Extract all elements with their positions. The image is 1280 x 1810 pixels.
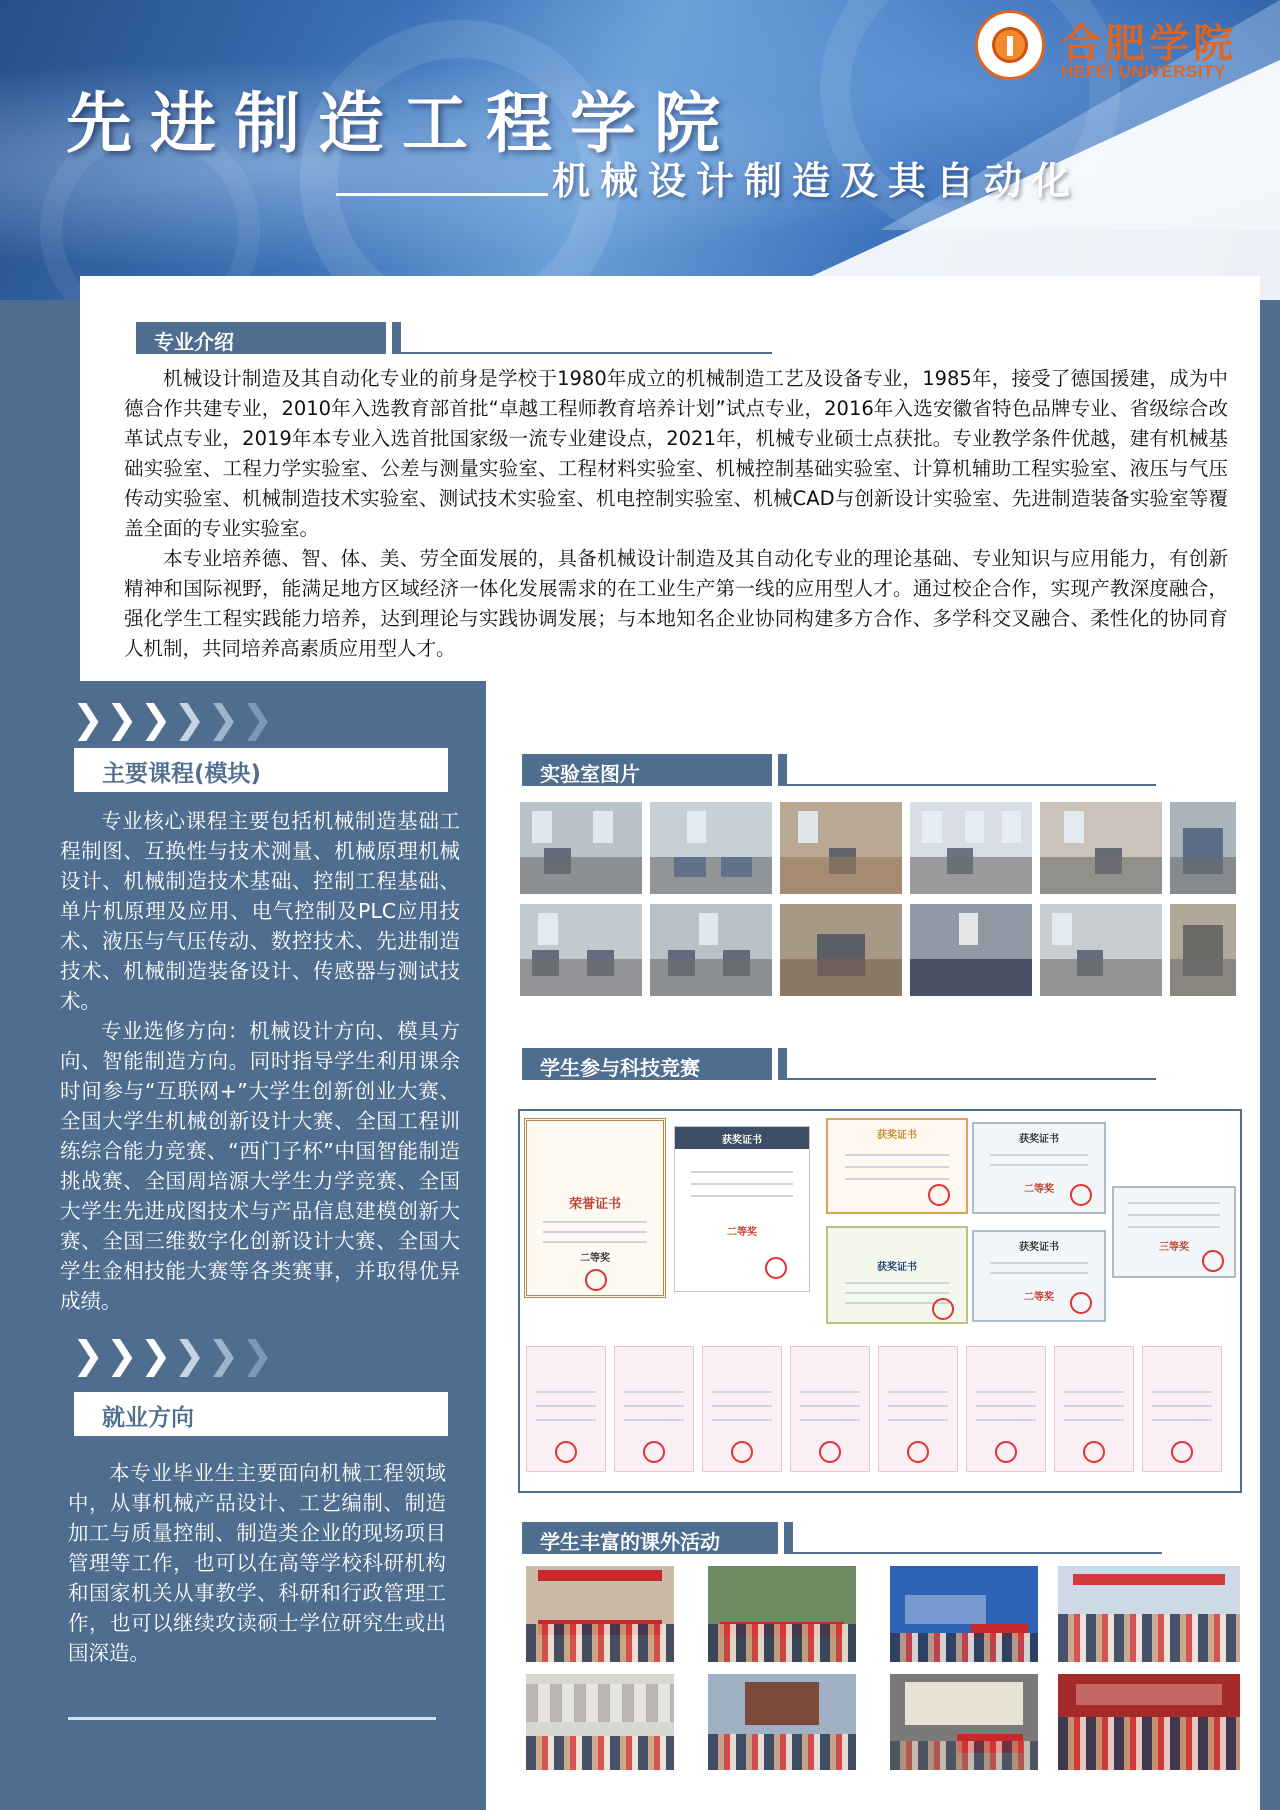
section-heading-intro: 专业介绍 <box>136 322 386 354</box>
career-paragraph: 本专业毕业生主要面向机械工程领域中，从事机械产品设计、工艺编制、制造加工与质量控制、制造类企业的现场项目管理等工作，也可以在高等学校科研机构和国家机关从事教学、科研和行政管理工作，也可以继续攻读硕士学位研究生或出国深造。 <box>68 1461 446 1665</box>
page-subtitle: 机械设计制造及其自动化 <box>552 158 1081 203</box>
award-level: 二等奖 <box>580 1253 610 1264</box>
pink-certificate <box>1142 1346 1222 1472</box>
activity-photo <box>708 1566 856 1662</box>
pink-certificate <box>1054 1346 1134 1472</box>
lab-photo <box>1170 904 1236 996</box>
lab-photo <box>780 904 902 996</box>
award-certificate <box>826 1118 968 1214</box>
heading-rule <box>784 1552 1162 1554</box>
chevron-right-icon: ❯ <box>139 1333 172 1377</box>
award-level: 二等奖 <box>727 1227 757 1238</box>
section-heading-career: 就业方向 <box>74 1392 448 1436</box>
award-level: 二等奖 <box>1024 1292 1054 1303</box>
lab-photo <box>910 802 1032 894</box>
lab-photo <box>1040 904 1162 996</box>
chevron-right-icon: ❯ <box>105 697 138 741</box>
courses-paragraph: 专业核心课程主要包括机械制造基础工程制图、互换性与技术测量、机械原理机械设计、机械制造技术基础、控制工程基础、单片机原理及应用、电气控制及PLC应用技术、液压与气压传动、数控技术、先进制造技术、机械制造装备设计、传感器与测试技术。 <box>60 809 460 1013</box>
chevron-icon-row <box>72 697 274 741</box>
chevron-right-icon: ❯ <box>72 697 104 741</box>
heading-rule <box>778 784 1156 786</box>
section-heading-labs: 实验室图片 <box>522 754 772 786</box>
activity-photo <box>890 1566 1038 1662</box>
certificate-title: 获奖证书 <box>1019 1134 1059 1145</box>
pink-certificate <box>790 1346 870 1472</box>
chevron-right-icon: ❯ <box>139 697 172 741</box>
chevron-icon-row <box>72 1333 274 1377</box>
bottom-rule <box>68 1717 436 1720</box>
lab-photo <box>650 904 772 996</box>
chevron-right-icon: ❯ <box>207 1333 240 1377</box>
certificate-title: 获奖证书 <box>877 1262 917 1273</box>
page-title: 先进制造工程学院 <box>66 84 738 162</box>
award-certificate <box>972 1122 1106 1214</box>
header-banner <box>0 0 1280 300</box>
award-level: 二等奖 <box>1024 1184 1054 1195</box>
section-heading-courses: 主要课程(模块) <box>74 748 448 792</box>
award-certificate <box>674 1126 810 1292</box>
heading-rule <box>392 352 772 354</box>
chevron-right-icon: ❯ <box>173 697 206 741</box>
career-text <box>68 1458 446 1668</box>
intro-paragraph: 本专业培养德、智、体、美、劳全面发展的，具备机械设计制造及其自动化专业的理论基础、专业知识与应用能力，有创新精神和国际视野，能满足地方区域经济一体化发展需求的在工业生产第一线的应用型人才。通过校企合作，实现产教深度融合，强化学生工程实践能力培养，达到理论与实践协调发展；与本地知名企业协同构建多方合作、多学科交叉融合、柔性化的协同育人机制，共同培养高素质应用型人才。 <box>124 547 1228 660</box>
activity-photo <box>708 1674 856 1770</box>
seal-icon <box>975 10 1045 80</box>
activity-photo <box>890 1674 1038 1770</box>
lab-photo <box>650 802 772 894</box>
lab-photo <box>910 904 1032 996</box>
activity-photo <box>1058 1566 1240 1662</box>
award-certificate <box>972 1230 1106 1322</box>
logo-english-name: HEFEI UNIVERSITY <box>1061 62 1226 81</box>
pink-certificate <box>614 1346 694 1472</box>
chevron-right-icon: ❯ <box>72 1333 104 1377</box>
award-certificate <box>1112 1186 1236 1278</box>
lab-photo <box>1040 802 1162 894</box>
pink-certificate <box>702 1346 782 1472</box>
lab-photo <box>780 802 902 894</box>
award-certificate <box>826 1226 968 1324</box>
pink-certificate <box>526 1346 606 1472</box>
chevron-right-icon: ❯ <box>105 1333 138 1377</box>
honor-certificate <box>524 1118 666 1298</box>
chevron-right-icon: ❯ <box>207 697 240 741</box>
activity-photo <box>526 1674 674 1770</box>
chevron-right-icon: ❯ <box>241 697 274 741</box>
section-heading-activities: 学生丰富的课外活动 <box>522 1522 778 1554</box>
heading-stub <box>784 1522 793 1554</box>
courses-paragraph: 专业选修方向：机械设计方向、模具方向、智能制造方向。同时指导学生利用课余时间参与“互联网+”大学生创新创业大赛、全国大学生机械创新设计大赛、全国工程训练综合能力竞赛、“西门子杯”中国智能制造挑战赛、全国周培源大学生力学竞赛、全国大学生先进成图技术与产品信息建模创新大赛、全国三维数字化创新设计大赛、全国大学生金相技能大赛等各类赛事，并取得优异成绩。 <box>60 1019 460 1313</box>
activity-photo <box>1058 1674 1240 1770</box>
heading-stub <box>778 754 787 786</box>
certificate-title: 获奖证书 <box>1019 1242 1059 1253</box>
intro-paragraph: 机械设计制造及其自动化专业的前身是学校于1980年成立的机械制造工艺及设备专业，1985年，接受了德国援建，成为中德合作共建专业，2010年入选教育部首批“卓越工程师教育培养计划”试点专业，2016年入选安徽省特色品牌专业、省级综合改革试点专业，2019年本专业入选首批国家级一流专业建设点，2021年，机械专业硕士点获批。专业教学条件优越，建有机械基础实验室、工程力学实验室、公差与测量实验室、工程材料实验室、机械控制基础实验室、计算机辅助工程实验室、液压与气压传动实验室、机械制造技术实验室、测试技术实验室、机电控制实验室、机械CAD与创新设计实验室、先进制造装备实验室等覆盖全面的专业实验室。 <box>124 367 1228 540</box>
activity-photo <box>526 1566 674 1662</box>
university-logo <box>975 10 1245 86</box>
courses-text <box>60 806 460 1316</box>
lab-photo <box>520 904 642 996</box>
subtitle-rule <box>336 193 548 196</box>
chevron-right-icon: ❯ <box>173 1333 206 1377</box>
section-heading-competitions: 学生参与科技竞赛 <box>522 1048 772 1080</box>
certificate-title: 获奖证书 <box>722 1135 762 1146</box>
certificate-title: 获奖证书 <box>877 1130 917 1141</box>
heading-stub <box>778 1048 787 1080</box>
pink-certificate <box>878 1346 958 1472</box>
lab-photo <box>1170 802 1236 894</box>
intro-text <box>124 364 1228 664</box>
award-level: 三等奖 <box>1159 1242 1189 1253</box>
pink-certificate <box>966 1346 1046 1472</box>
certificate-title: 荣誉证书 <box>568 1197 621 1212</box>
heading-rule <box>778 1078 1156 1080</box>
logo-chinese-name: 合肥学院 <box>1061 20 1237 67</box>
chevron-right-icon: ❯ <box>241 1333 274 1377</box>
lab-photo <box>520 802 642 894</box>
heading-stub <box>392 322 401 354</box>
